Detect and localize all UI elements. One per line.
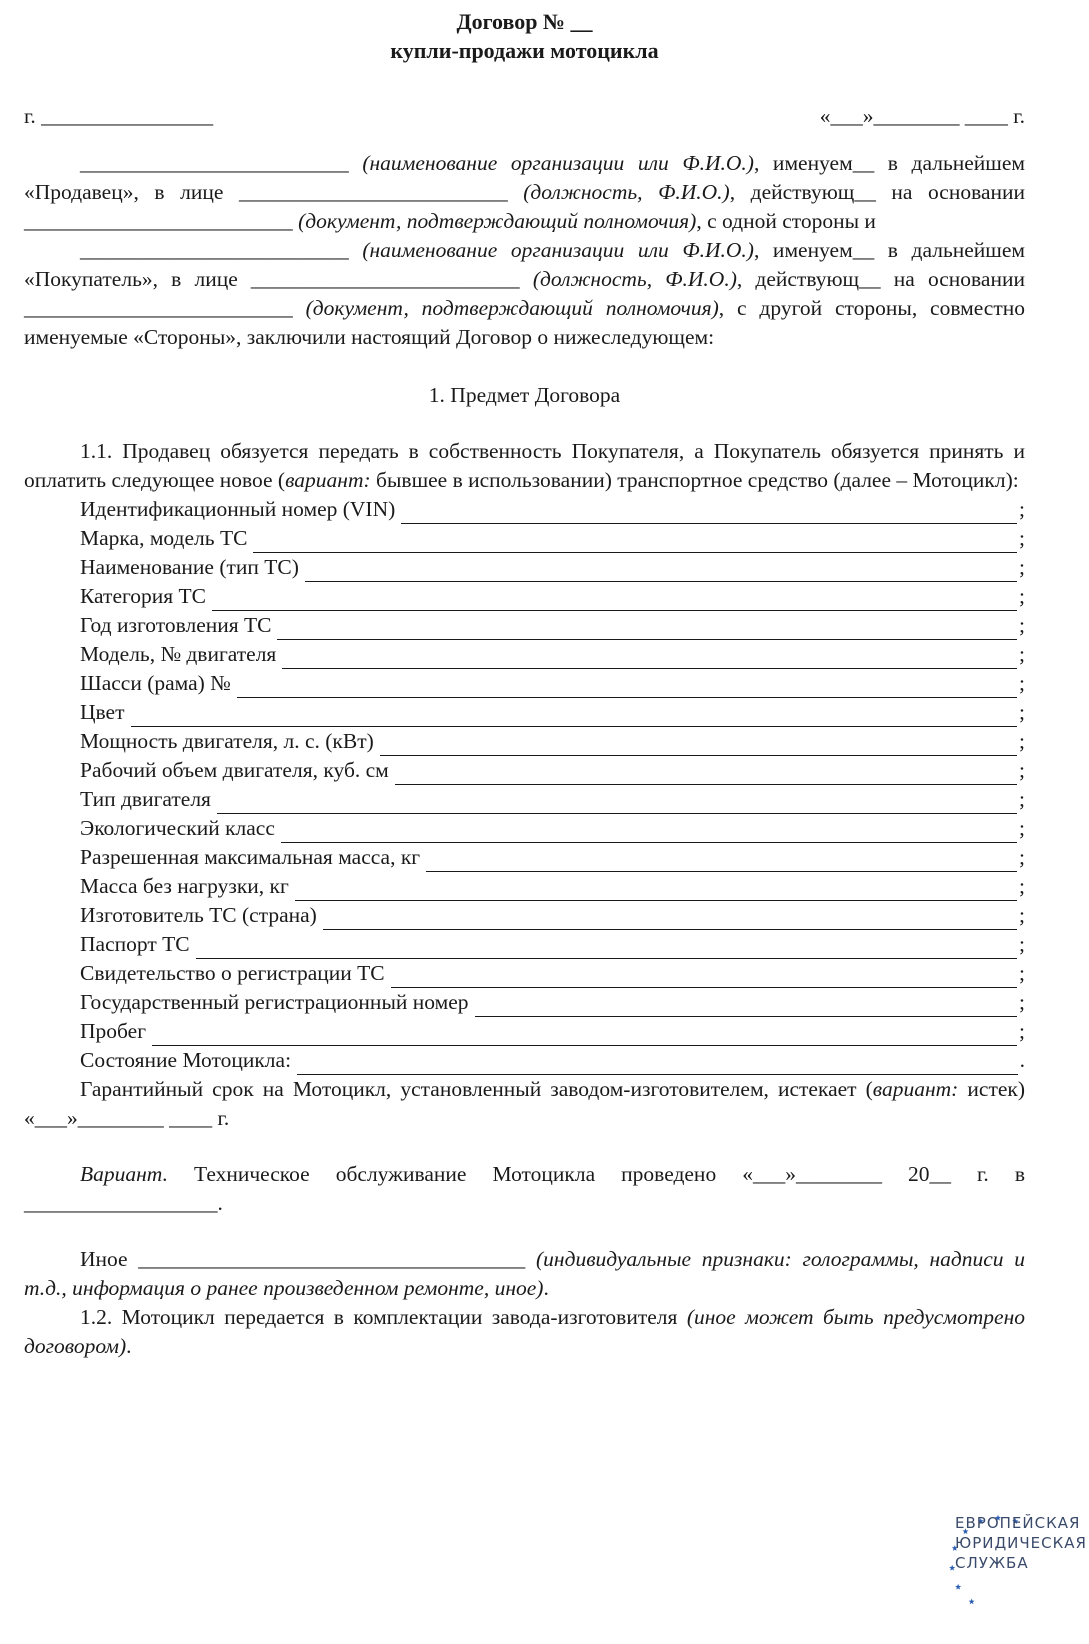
vehicle-field-label: Свидетельство о регистрации ТС xyxy=(80,961,385,985)
warranty-paragraph xyxy=(24,1075,1025,1133)
vehicle-field-label: Наименование (тип ТС) xyxy=(80,555,299,579)
seller-text-2: , действующ__ на основании xyxy=(729,180,1026,204)
vehicle-field-blank[interactable] xyxy=(196,936,1017,959)
vehicle-field-blank[interactable] xyxy=(475,994,1018,1017)
vehicle-field-row xyxy=(24,582,1025,611)
vehicle-field-end: . xyxy=(1019,1048,1025,1072)
other-label: Иное xyxy=(80,1247,139,1271)
vehicle-field-label: Пробег xyxy=(80,1019,147,1043)
buyer-doc-blank: _________________________ xyxy=(24,296,293,320)
vehicle-field-end: ; xyxy=(1019,526,1025,550)
vehicle-field-blank[interactable] xyxy=(253,530,1017,553)
vehicle-field-blank[interactable] xyxy=(391,965,1017,988)
vehicle-field-blank[interactable] xyxy=(217,791,1017,814)
warranty-text-1: Гарантийный срок на Мотоцикл, установленный заводом-изготовителем, истекает ( xyxy=(80,1077,873,1101)
other-paragraph xyxy=(24,1245,1025,1303)
seller-doc-hint: (документ, подтверждающий полномочия) xyxy=(298,209,697,233)
clause-1-2 xyxy=(24,1303,1025,1361)
seller-name-hint: (наименование организации или Ф.И.О.) xyxy=(362,151,754,175)
other-blank: ____________________________________ xyxy=(138,1247,526,1271)
vehicle-field-label: Рабочий объем двигателя, куб. см xyxy=(80,758,389,782)
vehicle-field-row xyxy=(24,872,1025,901)
seller-paragraph xyxy=(24,149,1025,236)
vehicle-field-end: ; xyxy=(1019,816,1025,840)
other-end: . xyxy=(543,1276,549,1300)
vehicle-field-end: ; xyxy=(1019,584,1025,608)
vehicle-field-label: Цвет xyxy=(80,700,125,724)
vehicle-field-row xyxy=(24,553,1025,582)
maintenance-paragraph xyxy=(24,1160,1025,1218)
vehicle-field-blank[interactable] xyxy=(152,1023,1017,1046)
vehicle-field-row xyxy=(24,959,1025,988)
vehicle-field-label: Год изготовления ТС xyxy=(80,613,272,637)
vehicle-field-label: Изготовитель ТС (страна) xyxy=(80,903,317,927)
clause-1-1-text-2: бывшее в использовании) транспортное средство (далее – Мотоцикл): xyxy=(370,468,1019,492)
logo-star-icon xyxy=(969,1598,975,1604)
vehicle-field-row xyxy=(24,988,1025,1017)
buyer-text-3: , с другой стороны, совместно именуемые «Стороны», заключили настоящий Договор о нижеследующем: xyxy=(24,296,1025,349)
seller-text-3: , с одной стороны и xyxy=(696,209,876,233)
buyer-text-2: , действующ__ на основании xyxy=(736,267,1025,291)
vehicle-field-row xyxy=(24,1046,1025,1075)
vehicle-field-blank[interactable] xyxy=(295,878,1017,901)
maintenance-variant: Вариант. xyxy=(80,1162,168,1186)
vehicle-field-end: ; xyxy=(1019,671,1025,695)
vehicle-field-blank[interactable] xyxy=(426,849,1017,872)
vehicle-field-end: ; xyxy=(1019,990,1025,1014)
seller-text-1: , именуем__ в дальнейшем «Продавец», в лице xyxy=(24,151,1026,204)
vehicle-field-blank[interactable] xyxy=(395,762,1017,785)
vehicle-field-blank[interactable] xyxy=(380,733,1017,756)
vehicle-field-row xyxy=(24,1017,1025,1046)
vehicle-field-row xyxy=(24,611,1025,640)
vehicle-field-label: Состояние Мотоцикла: xyxy=(80,1048,292,1072)
vehicle-field-blank[interactable] xyxy=(297,1052,1018,1075)
city-field: г. ________________ xyxy=(24,104,214,128)
clause-1-2-end: . xyxy=(126,1334,132,1358)
vehicle-field-label: Идентификационный номер (VIN) xyxy=(80,497,396,521)
vehicle-field-end: ; xyxy=(1019,845,1025,869)
buyer-text-1: , именуем__ в дальнейшем «Покупатель», в лице xyxy=(24,238,1026,291)
vehicle-field-label: Шасси (рама) № xyxy=(80,671,231,695)
logo-star-icon xyxy=(955,1584,961,1590)
vehicle-field-row xyxy=(24,640,1025,669)
place-date-line xyxy=(24,102,1025,131)
clause-1-1 xyxy=(24,437,1025,495)
vehicle-field-end: ; xyxy=(1019,613,1025,637)
vehicle-field-label: Марка, модель ТС xyxy=(80,526,248,550)
seller-name-blank: _________________________ xyxy=(80,151,349,175)
clause-1-2-text: 1.2. Мотоцикл передается в комплектации завода-изготовителя xyxy=(80,1305,687,1329)
vehicle-field-end: ; xyxy=(1019,758,1025,782)
vehicle-field-row xyxy=(24,698,1025,727)
buyer-name-blank: _________________________ xyxy=(80,238,349,262)
vehicle-field-end: ; xyxy=(1019,555,1025,579)
vehicle-field-end: ; xyxy=(1019,497,1025,521)
vehicle-field-end: ; xyxy=(1019,729,1025,753)
contract-title: Договор № __ xyxy=(456,9,593,34)
vehicle-field-blank[interactable] xyxy=(237,675,1017,698)
contract-subtitle: купли-продажи мотоцикла xyxy=(390,38,659,63)
vehicle-field-label: Тип двигателя xyxy=(80,787,211,811)
vehicle-field-row xyxy=(24,756,1025,785)
vehicle-field-row xyxy=(24,495,1025,524)
clause-1-2-hint: (иное может быть предусмотрено договором) xyxy=(24,1305,1025,1358)
vehicle-field-label: Разрешенная максимальная масса, кг xyxy=(80,845,421,869)
buyer-rep-blank: _________________________ xyxy=(250,267,520,291)
vehicle-field-label: Паспорт ТС xyxy=(80,932,190,956)
warranty-variant: вариант: xyxy=(872,1077,959,1101)
vehicle-field-blank[interactable] xyxy=(323,907,1017,930)
vehicle-field-label: Масса без нагрузки, кг xyxy=(80,874,289,898)
maintenance-text: Техническое обслуживание Мотоцикла проведено «___»________ 20__ г. в __________________. xyxy=(24,1162,1025,1215)
vehicle-field-row xyxy=(24,785,1025,814)
vehicle-field-end: ; xyxy=(1019,932,1025,956)
section-heading: 1. Предмет Договора xyxy=(428,383,621,407)
vehicle-field-row xyxy=(24,669,1025,698)
vehicle-field-row xyxy=(24,930,1025,959)
vehicle-field-label: Государственный регистрационный номер xyxy=(80,990,469,1014)
vehicle-field-end: ; xyxy=(1019,903,1025,927)
buyer-name-hint: (наименование организации или Ф.И.О.) xyxy=(362,238,754,262)
vehicle-field-label: Экологический класс xyxy=(80,816,275,840)
vehicle-field-row xyxy=(24,727,1025,756)
other-hint: (индивидуальные признаки: голограммы, надписи и т.д., информация о ранее произведенном ремонте, иное) xyxy=(24,1247,1025,1300)
vehicle-field-blank[interactable] xyxy=(212,588,1017,611)
vehicle-field-end: ; xyxy=(1019,961,1025,985)
seller-rep-blank: _________________________ xyxy=(238,180,508,204)
vehicle-field-blank[interactable] xyxy=(277,617,1017,640)
vehicle-field-blank[interactable] xyxy=(401,501,1017,524)
vehicle-field-end: ; xyxy=(1019,1019,1025,1043)
seller-doc-blank: _________________________ xyxy=(24,209,293,233)
vehicle-field-row xyxy=(24,814,1025,843)
vehicle-field-row xyxy=(24,524,1025,553)
vehicle-field-row xyxy=(24,843,1025,872)
vehicle-field-end: ; xyxy=(1019,642,1025,666)
clause-1-1-text-1: 1.1. Продавец обязуется передать в собственность Покупателя, а Покупатель обязуется принять и оплатить следующее новое ( xyxy=(24,439,1025,492)
vehicle-field-end: ; xyxy=(1019,700,1025,724)
vehicle-field-end: ; xyxy=(1019,787,1025,811)
vehicle-field-label: Модель, № двигателя xyxy=(80,642,277,666)
warranty-text-2: истек) «___»________ ____ г. xyxy=(24,1077,1025,1130)
date-field: «___»________ ____ г. xyxy=(819,104,1025,128)
logo-line-2: ЮРИДИЧЕСКАЯ xyxy=(955,1534,1087,1552)
company-logo-text xyxy=(955,1513,1087,1573)
contract-page xyxy=(24,0,1025,1361)
seller-rep-hint: (должность, Ф.И.О.) xyxy=(523,180,730,204)
buyer-rep-hint: (должность, Ф.И.О.) xyxy=(532,267,737,291)
vehicle-field-blank[interactable] xyxy=(281,820,1017,843)
logo-line-1: ЕВРОПЕЙСКАЯ xyxy=(955,1514,1081,1532)
vehicle-field-blank[interactable] xyxy=(131,704,1018,727)
vehicle-field-blank[interactable] xyxy=(282,646,1017,669)
vehicle-fields xyxy=(24,495,1025,1075)
vehicle-field-blank[interactable] xyxy=(305,559,1017,582)
vehicle-field-row xyxy=(24,901,1025,930)
buyer-paragraph xyxy=(24,236,1025,352)
clause-1-1-variant: вариант: xyxy=(285,468,371,492)
buyer-doc-hint: (документ, подтверждающий полномочия) xyxy=(305,296,719,320)
logo-line-3: СЛУЖБА xyxy=(955,1554,1029,1572)
vehicle-field-end: ; xyxy=(1019,874,1025,898)
vehicle-field-label: Категория ТС xyxy=(80,584,207,608)
vehicle-field-label: Мощность двигателя, л. с. (кВт) xyxy=(80,729,374,753)
